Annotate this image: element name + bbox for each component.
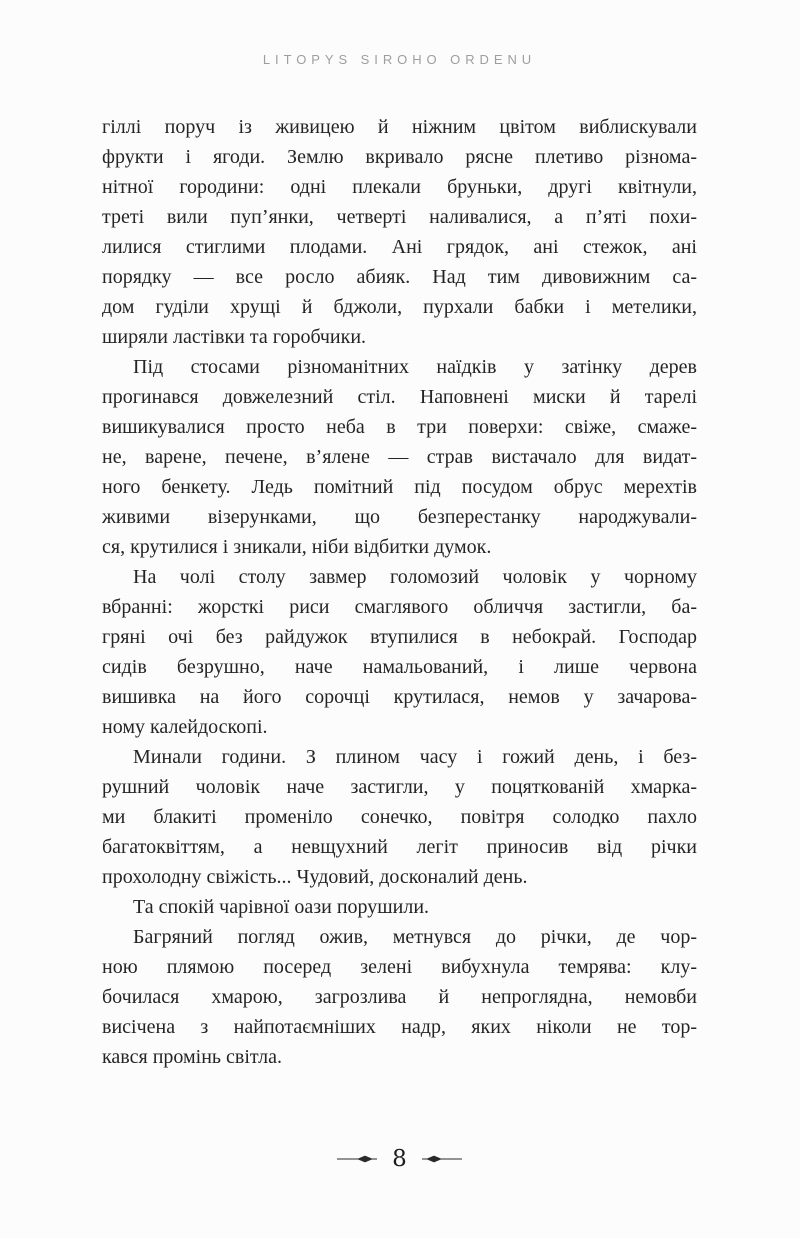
- text-line: нітної городини: одні плекали бруньки, другі квітнули,: [102, 176, 697, 198]
- text-line: треті вили пуп’янки, четверті наливалися, а п’яті похи-: [102, 206, 697, 228]
- text-line: рушний чоловік наче застигли, у поцяткованій хмарка-: [102, 776, 697, 798]
- text-line: Багряний погляд ожив, метнувся до річки, де чор-: [133, 926, 697, 948]
- text-block: [102, 112, 697, 1072]
- text-line: Минали години. З плином часу і гожий день, і без-: [133, 746, 697, 768]
- text-line: Під стосами різноманітних наїдків у затінку дерев: [133, 356, 697, 378]
- text-line: ми блакиті променіло сонечко, повітря солодко пахло: [102, 806, 697, 828]
- text-line: сидів безрушно, наче намальований, і лише червона: [102, 656, 697, 678]
- text-line: не, варене, печене, в’ялене — страв вистачало для видат-: [102, 446, 697, 468]
- text-line: живими візерунками, що безперестанку народжували-: [102, 506, 697, 528]
- paragraph: [102, 352, 697, 562]
- text-line: Та спокій чарівної оази порушили.: [133, 896, 430, 918]
- text-line: лилися стиглими плодами. Ані грядок, ані стежок, ані: [102, 236, 697, 258]
- text-line: На чолі столу завмер голомозий чоловік у чорному: [133, 566, 697, 588]
- page-footer: [102, 1144, 697, 1174]
- text-line: фрукти і ягоди. Землю вкривало рясне плетиво різнома-: [102, 146, 697, 168]
- text-line: дом гуділи хрущі й бджоли, пурхали бабки і метелики,: [102, 296, 697, 318]
- text-line: кався промінь світла.: [102, 1046, 283, 1068]
- text-line: вишикувалися просто неба в три поверхи: свіже, смаже-: [102, 416, 697, 438]
- text-line: прохолодну свіжість... Чудовий, досконалий день.: [102, 866, 528, 888]
- text-line: висічена з найпотаємніших надр, яких ніколи не тор-: [102, 1016, 697, 1038]
- right-ornament-dash-icon: [422, 1154, 462, 1164]
- paragraph: [102, 112, 697, 352]
- page-number: 8: [392, 1146, 407, 1172]
- text-line: багатоквіттям, а невщухний легіт приносив від річки: [102, 836, 697, 858]
- text-line: ширяли ластівки та горобчики.: [102, 326, 367, 348]
- text-line: бочилася хмарою, загрозлива й непроглядна, немовби: [102, 986, 697, 1008]
- text-line: порядку — все росло абияк. Над тим дивовижним са-: [102, 266, 697, 288]
- text-line: вбранні: жорсткі риси смаглявого обличчя застигли, ба-: [102, 596, 697, 618]
- paragraph: [102, 892, 697, 922]
- paragraph: [102, 562, 697, 742]
- text-line: гіллі поруч із живицею й ніжним цвітом виблискували: [102, 116, 697, 138]
- left-ornament-dash-icon: [337, 1154, 377, 1164]
- text-line: прогинався довжелезний стіл. Наповнені миски й тарелі: [102, 386, 697, 408]
- text-line: ному калейдоскопі.: [102, 716, 268, 738]
- paragraph: [102, 742, 697, 892]
- text-line: ного бенкету. Ледь помітний під посудом обрус мерехтів: [102, 476, 697, 498]
- paragraph: [102, 922, 697, 1072]
- text-line: ною плямою посеред зелені вибухнула темрява: клу-: [102, 956, 697, 978]
- text-line: ся, крутилися і зникали, ніби відбитки думок.: [102, 536, 492, 558]
- running-header: LITOPYS SIROHO ORDENU: [262, 52, 537, 67]
- text-line: гряні очі без райдужок втупилися в небокрай. Господар: [102, 626, 697, 648]
- text-line: вишивка на його сорочці крутилася, немов у зачарова-: [102, 686, 697, 708]
